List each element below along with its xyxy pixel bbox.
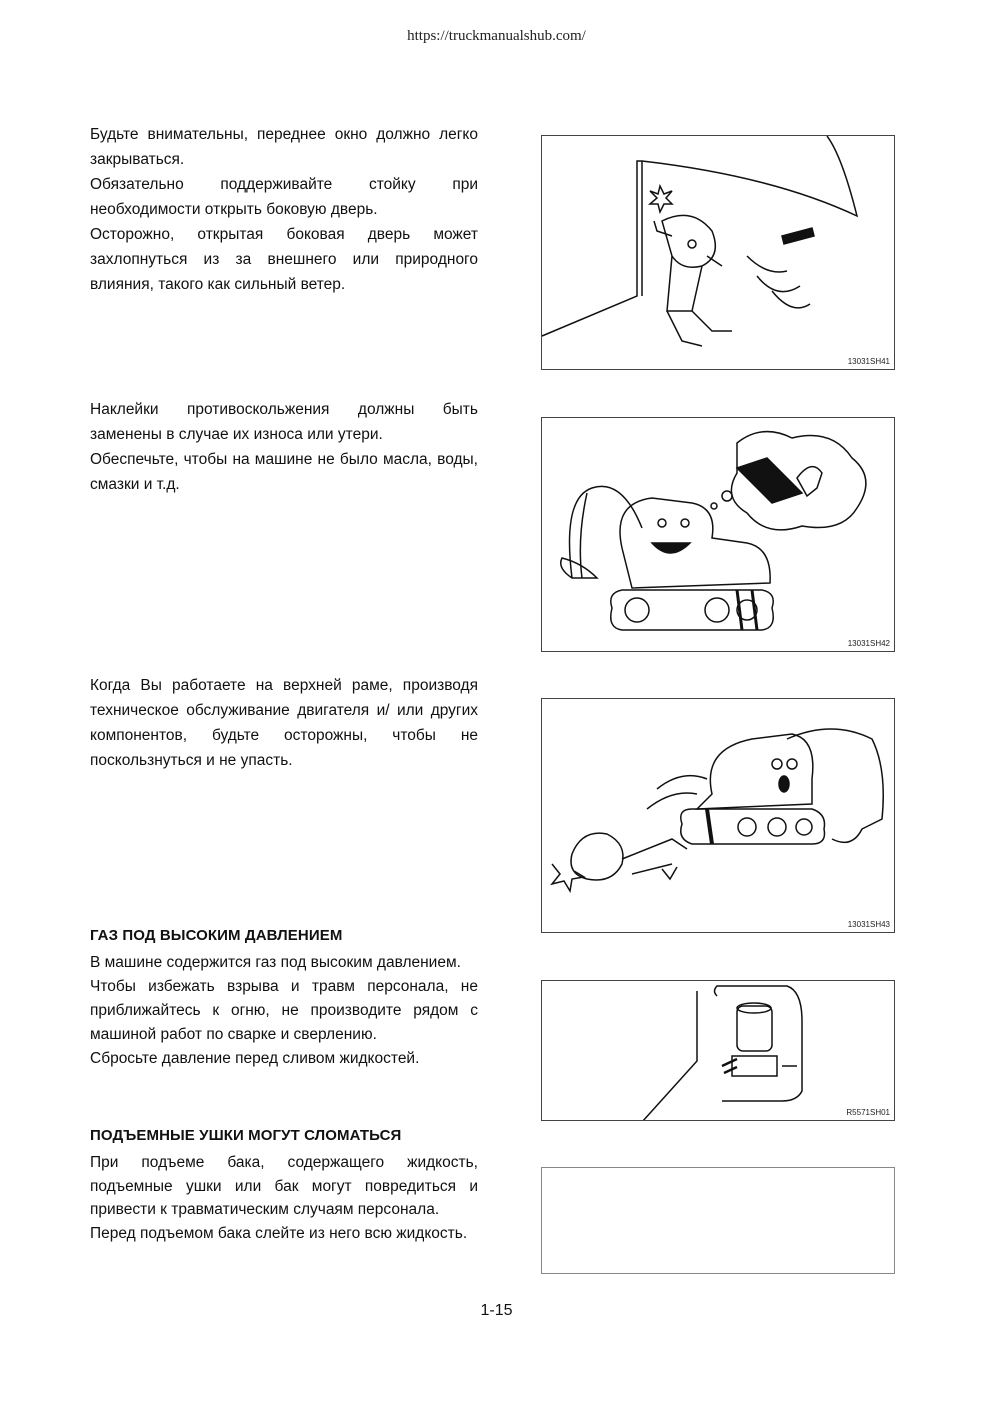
figure-excavator-cleaning: [541, 417, 895, 652]
figure-caption: 13031SH42: [847, 639, 890, 648]
figure-caption: 13031SH43: [847, 920, 890, 929]
figure-falling-person: [541, 698, 895, 933]
door-wind-illustration: [542, 136, 895, 370]
falling-person-illustration: [542, 699, 895, 933]
paragraph: Наклейки противоскольжения должны быть заменены в случае их износа или утери.: [90, 401, 478, 443]
paragraph: Когда Вы работаете на верхней раме, производя техническое обслуживание двигателя и/ или других компонентов, будьте осторожны, чтобы не поскользнуться и не упасть.: [90, 677, 478, 769]
figure-caption: 13031SH41: [847, 357, 890, 366]
figure-caption: R5571SH01: [846, 1108, 890, 1117]
section-antislip-text: [90, 397, 478, 497]
figure-door-illustration: [541, 135, 895, 370]
paragraph: В машине содержится газ под высоким давлением.: [90, 954, 461, 971]
accumulator-illustration: [542, 981, 895, 1121]
paragraph: Перед подъемом бака слейте из него всю жидкость.: [90, 1224, 468, 1242]
section-heading-lifting-eyes: ПОДЪЕМНЫЕ УШКИ МОГУТ СЛОМАТЬСЯ: [90, 1127, 402, 1144]
section-gas-text: [90, 951, 478, 1071]
source-url: https://truckmanualshub.com/: [407, 28, 586, 44]
section-lifting-text: [90, 1151, 478, 1245]
paragraph: Обеспечьте, чтобы на машине не было масла, воды, смазки и т.д.: [90, 451, 478, 493]
figure-empty-frame: [541, 1167, 895, 1274]
page-number: 1-15: [480, 1302, 513, 1319]
excavator-cleaning-illustration: [542, 418, 895, 652]
paragraph: Чтобы избежать взрыва и травм персонала, не приближайтесь к огню, не производите рядом с машиной работ по сварке и сверлению.: [90, 978, 478, 1043]
section-upper-frame-text: [90, 673, 478, 773]
paragraph: При подъеме бака, содержащего жидкость, подъемные ушки или бак могут повредиться и привести к травматическим случаям персонала.: [90, 1154, 478, 1218]
figure-accumulator: [541, 980, 895, 1121]
paragraph: Обязательно поддерживайте стойку при необходимости открыть боковую дверь.: [90, 176, 478, 218]
paragraph: Будьте внимательны, переднее окно должно легко закрываться.: [90, 126, 478, 168]
paragraph: Осторожно, открытая боковая дверь может захлопнуться из за внешнего или природного влияния, такого как сильный ветер.: [90, 226, 478, 293]
section-door-text: [90, 122, 478, 297]
paragraph: Сбросьте давление перед сливом жидкостей.: [90, 1050, 420, 1067]
section-heading-high-pressure-gas: ГАЗ ПОД ВЫСОКИМ ДАВЛЕНИЕМ: [90, 927, 343, 944]
